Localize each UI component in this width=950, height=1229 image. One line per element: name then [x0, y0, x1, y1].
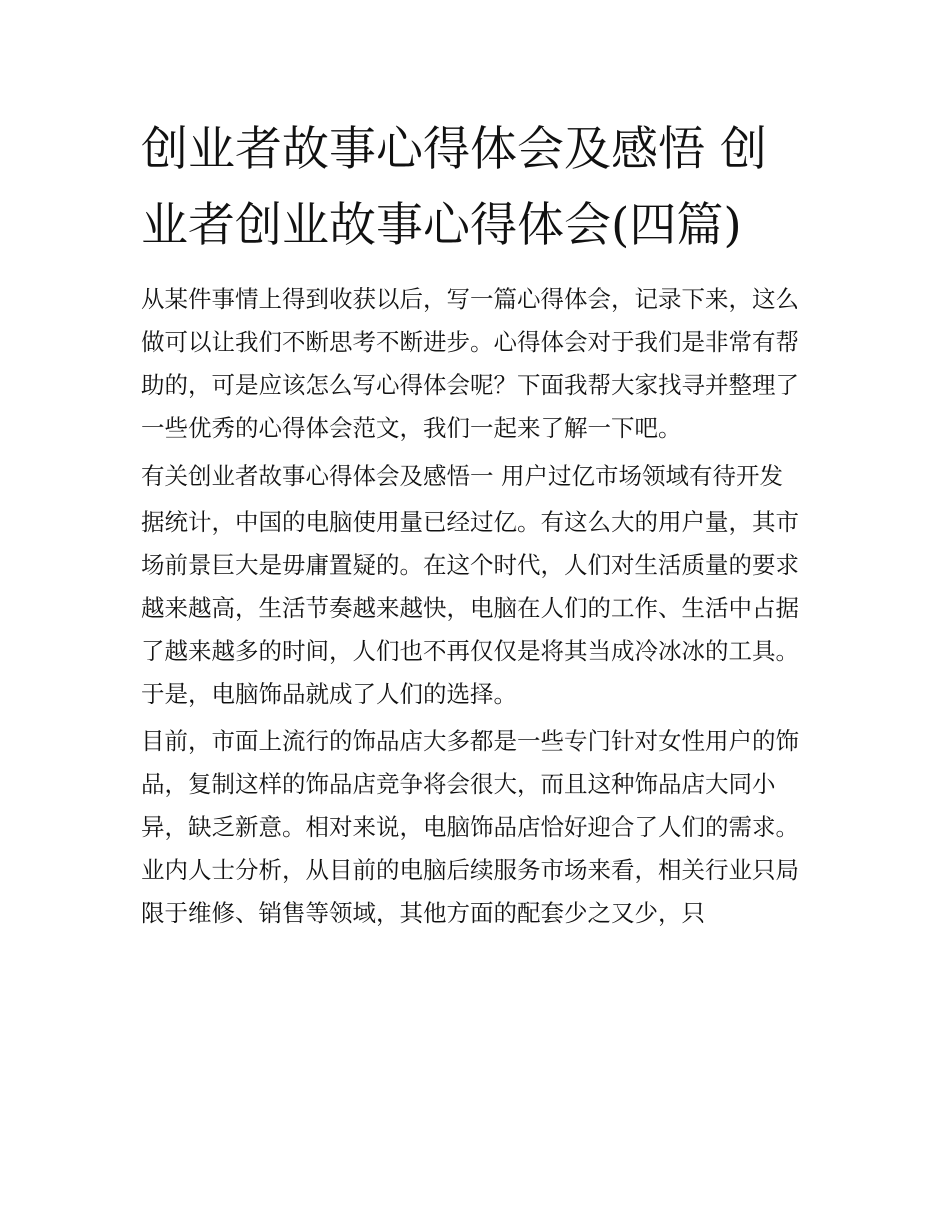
- document-title: 创业者故事心得体会及感悟 创业者创业故事心得体会(四篇): [141, 122, 767, 253]
- intro-paragraph: 从某件事情上得到收获以后，写一篇心得体会，记录下来，这么做可以让我们不断思考不断进步。心得体会对于我们是非常有帮助的，可是应该怎么写心得体会呢？下面我帮大家找寻并整理了一些优秀的心得体会范文，我们一起来了解一下吧。: [141, 285, 799, 442]
- body-paragraph-1: 据统计，中国的电脑使用量已经过亿。有这么大的用户量，其市场前景巨大是毋庸置疑的。在这个时代，人们对生活质量的要求越来越高，生活节奏越来越快，电脑在人们的工作、生活中占据了越来越多的时间，人们也不再仅仅是将其当成冷冰冰的工具。于是，电脑饰品就成了人们的选择。: [141, 508, 799, 708]
- body-paragraph-2: 目前，市面上流行的饰品店大多都是一些专门针对女性用户的饰品，复制这样的饰品店竞争将会很大，而且这种饰品店大同小异，缺乏新意。相对来说，电脑饰品店恰好迎合了人们的需求。业内人士分析，从目前的电脑后续服务市场来看，相关行业只局限于维修、销售等领域，其他方面的配套少之又少，只: [141, 727, 799, 927]
- document-body: [141, 112, 813, 935]
- section-heading: 有关创业者故事心得体会及感悟一 用户过亿市场领域有待开发: [141, 462, 783, 490]
